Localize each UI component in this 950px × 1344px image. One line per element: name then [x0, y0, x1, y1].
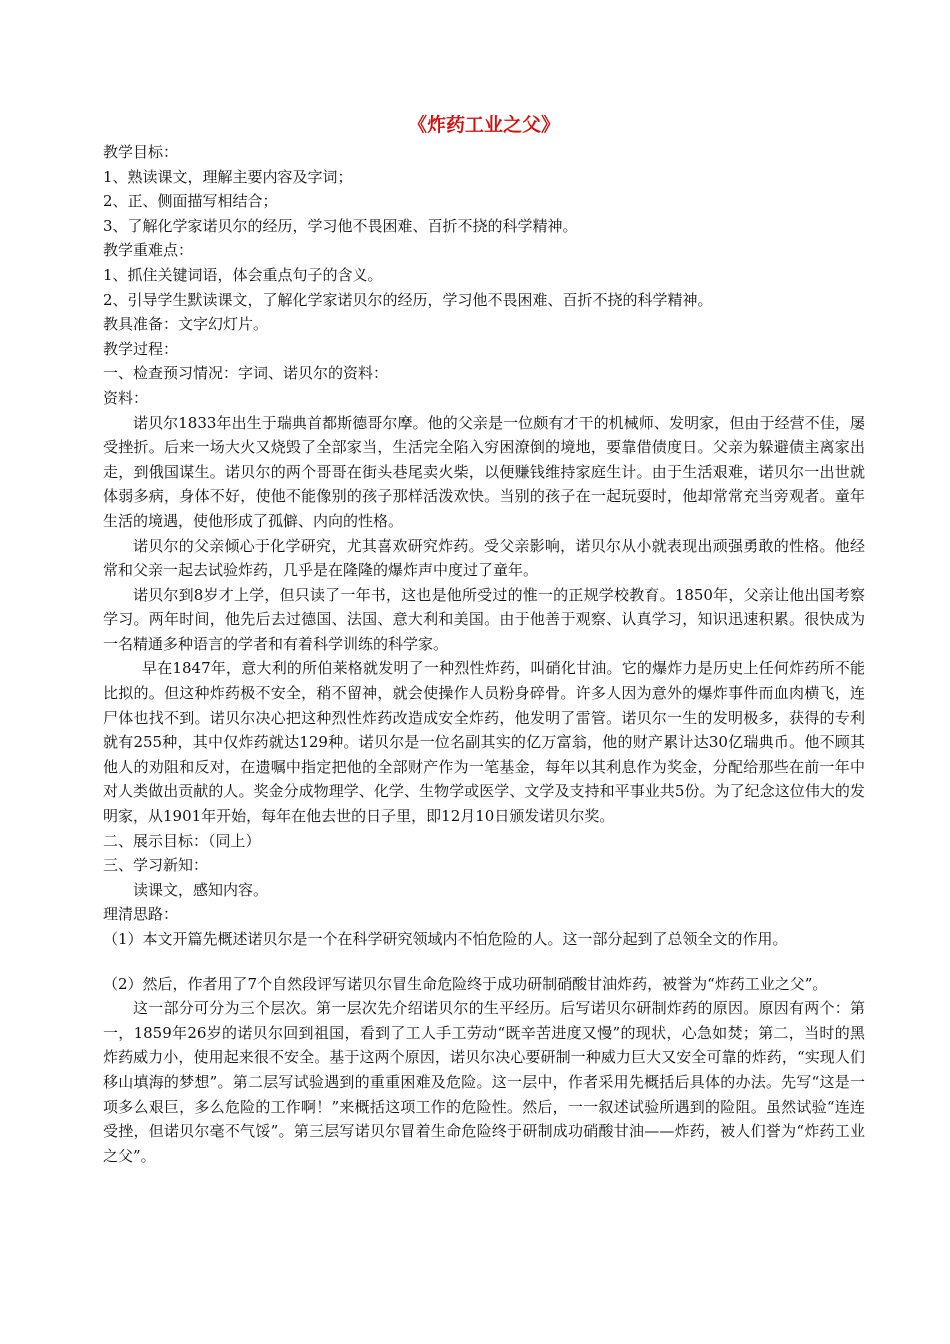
- process-heading: 教学过程：: [103, 339, 179, 358]
- material-paragraph: 诺贝尔1833年出生于瑞典首都斯德哥尔摩。他的父亲是一位颇有才干的机械师、发明家，但由于经营不佳，屡受挫折。后来一场大火又烧毁了全部家当，生活完全陷入穷困潦倒的境地，要靠借债度日。父亲为躲避债主离家出走，到俄国谋生。诺贝尔的两个哥哥在街头巷尾卖火柴，以便赚钱维持家庭生计。由于生活艰难，诺贝尔一出世就体弱多病，身体不好，使他不能像别的孩子那样活泼欢快。当别的孩子在一起玩耍时，他却常常充当旁观者。童年生活的境遇，使他形成了孤僻、内向的性格。: [103, 413, 865, 530]
- goal-item: 2、正、侧面描写相结合；: [103, 192, 278, 211]
- idea-heading: 理清思路：: [103, 905, 179, 924]
- step-three: 三、学习新知：: [103, 856, 209, 875]
- material-paragraph: 诺贝尔到8岁才上学，但只读了一年书，这也是他所受过的惟一的正规学校教育。1850年，父亲让他出国考察学习。两年时间，他先后去过德国、法国、意大利和美国。由于他善于观察、认真学习，知识迅速积累。很快成为一名精通多种语言的学者和有着科学训练的科学家。: [103, 585, 865, 653]
- idea-detail-paragraph: 这一部分可分为三个层次。第一层次先介绍诺贝尔的生平经历。后写诺贝尔研制炸药的原因。原因有两个：第一，1859年26岁的诺贝尔回到祖国，看到了工人手工劳动“既辛苦进度又慢”的现状，心急如焚；第二，当时的黑炸药威力小，使用起来很不安全。基于这两个原因，诺贝尔决心要研制一种威力巨大又安全可靠的炸药，“实现人们移山填海的梦想”。第二层写试验遇到的重重困难及危险。这一层中，作者采用先概括后具体的办法。先写“这是一项多么艰巨，多么危险的工作啊！”来概括这项工作的危险性。然后，一一叙述试验所遇到的险阻。虽然试验“连连受挫，但诺贝尔毫不气馁”。第三层写诺贝尔冒着生命危险终于研制成功硝酸甘油——炸药，被人们誉为“炸药工业之父”。: [103, 999, 865, 1165]
- goals-heading: 教学目标：: [103, 143, 179, 161]
- read-instruction: 读课文，感知内容。: [133, 880, 269, 899]
- step-one: 一、检查预习情况：字词、诺贝尔的资料：: [103, 364, 389, 383]
- spacer: [103, 952, 865, 972]
- material-paragraph: 早在1847年，意大利的所伯莱格就发明了一种烈性炸药，叫硝化甘油。它的爆炸力是历史上任何炸药所不能比拟的。但这种炸药极不安全，稍不留神，就会使操作人员粉身碎骨。许多人因为意外的爆炸事件而血肉横飞，连尸体也找不到。诺贝尔决心把这种烈性炸药改造成安全炸药，他发明了雷管。诺贝尔一生的发明极多，获得的专利就有255种，其中仅炸药就达129种。诺贝尔是一位名副其实的亿万富翁，他的财产累计达30亿瑞典币。他不顾其他人的劝阻和反对，在遗嘱中指定把他的全部财产作为一笔基金，每年以其利息作为奖金，分配给那些在前一年中对人类做出贡献的人。奖金分成物理学、化学、生物学或医学、文学及支持和平事业共5份。为了纪念这位伟大的发明家，从1901年开始，每年在他去世的日子里，即12月10日颁发诺贝尔奖。: [103, 659, 865, 826]
- key-point-item: 1、抓住关键词语，体会重点句子的含义。: [103, 265, 383, 284]
- goal-item: 3、了解化学家诺贝尔的经历，学习他不畏困难、百折不挠的科学精神。: [103, 216, 578, 235]
- goal-item: 1、熟读课文，理解主要内容及字词；: [103, 167, 353, 186]
- document-title: 《炸药工业之父》: [407, 114, 560, 136]
- idea-point: （2）然后，作者用了7个自然段评写诺贝尔冒生命危险终于成功研制硝酸甘油炸药，被誉为“炸药工业之父”。: [103, 974, 828, 993]
- document-page: [103, 112, 865, 1168]
- material-paragraph: 诺贝尔的父亲倾心于化学研究，尤其喜欢研究炸药。受父亲影响，诺贝尔从小就表现出顽强勇敢的性格。他经常和父亲一起去试验炸药，几乎是在隆隆的爆炸声中度过了童年。: [103, 536, 865, 580]
- teaching-tools: 教具准备：文字幻灯片。: [103, 315, 269, 334]
- idea-point: （1）本文开篇先概述诺贝尔是一个在科学研究领域内不怕危险的人。这一部分起到了总领全文的作用。: [103, 930, 788, 948]
- key-point-item: 2、引导学生默读课文，了解化学家诺贝尔的经历，学习他不畏困难、百折不挠的科学精神。: [103, 290, 713, 309]
- key-points-heading: 教学重难点：: [103, 241, 194, 260]
- step-two: 二、展示目标：（同上）: [103, 831, 261, 850]
- material-label: 资料：: [103, 388, 149, 407]
